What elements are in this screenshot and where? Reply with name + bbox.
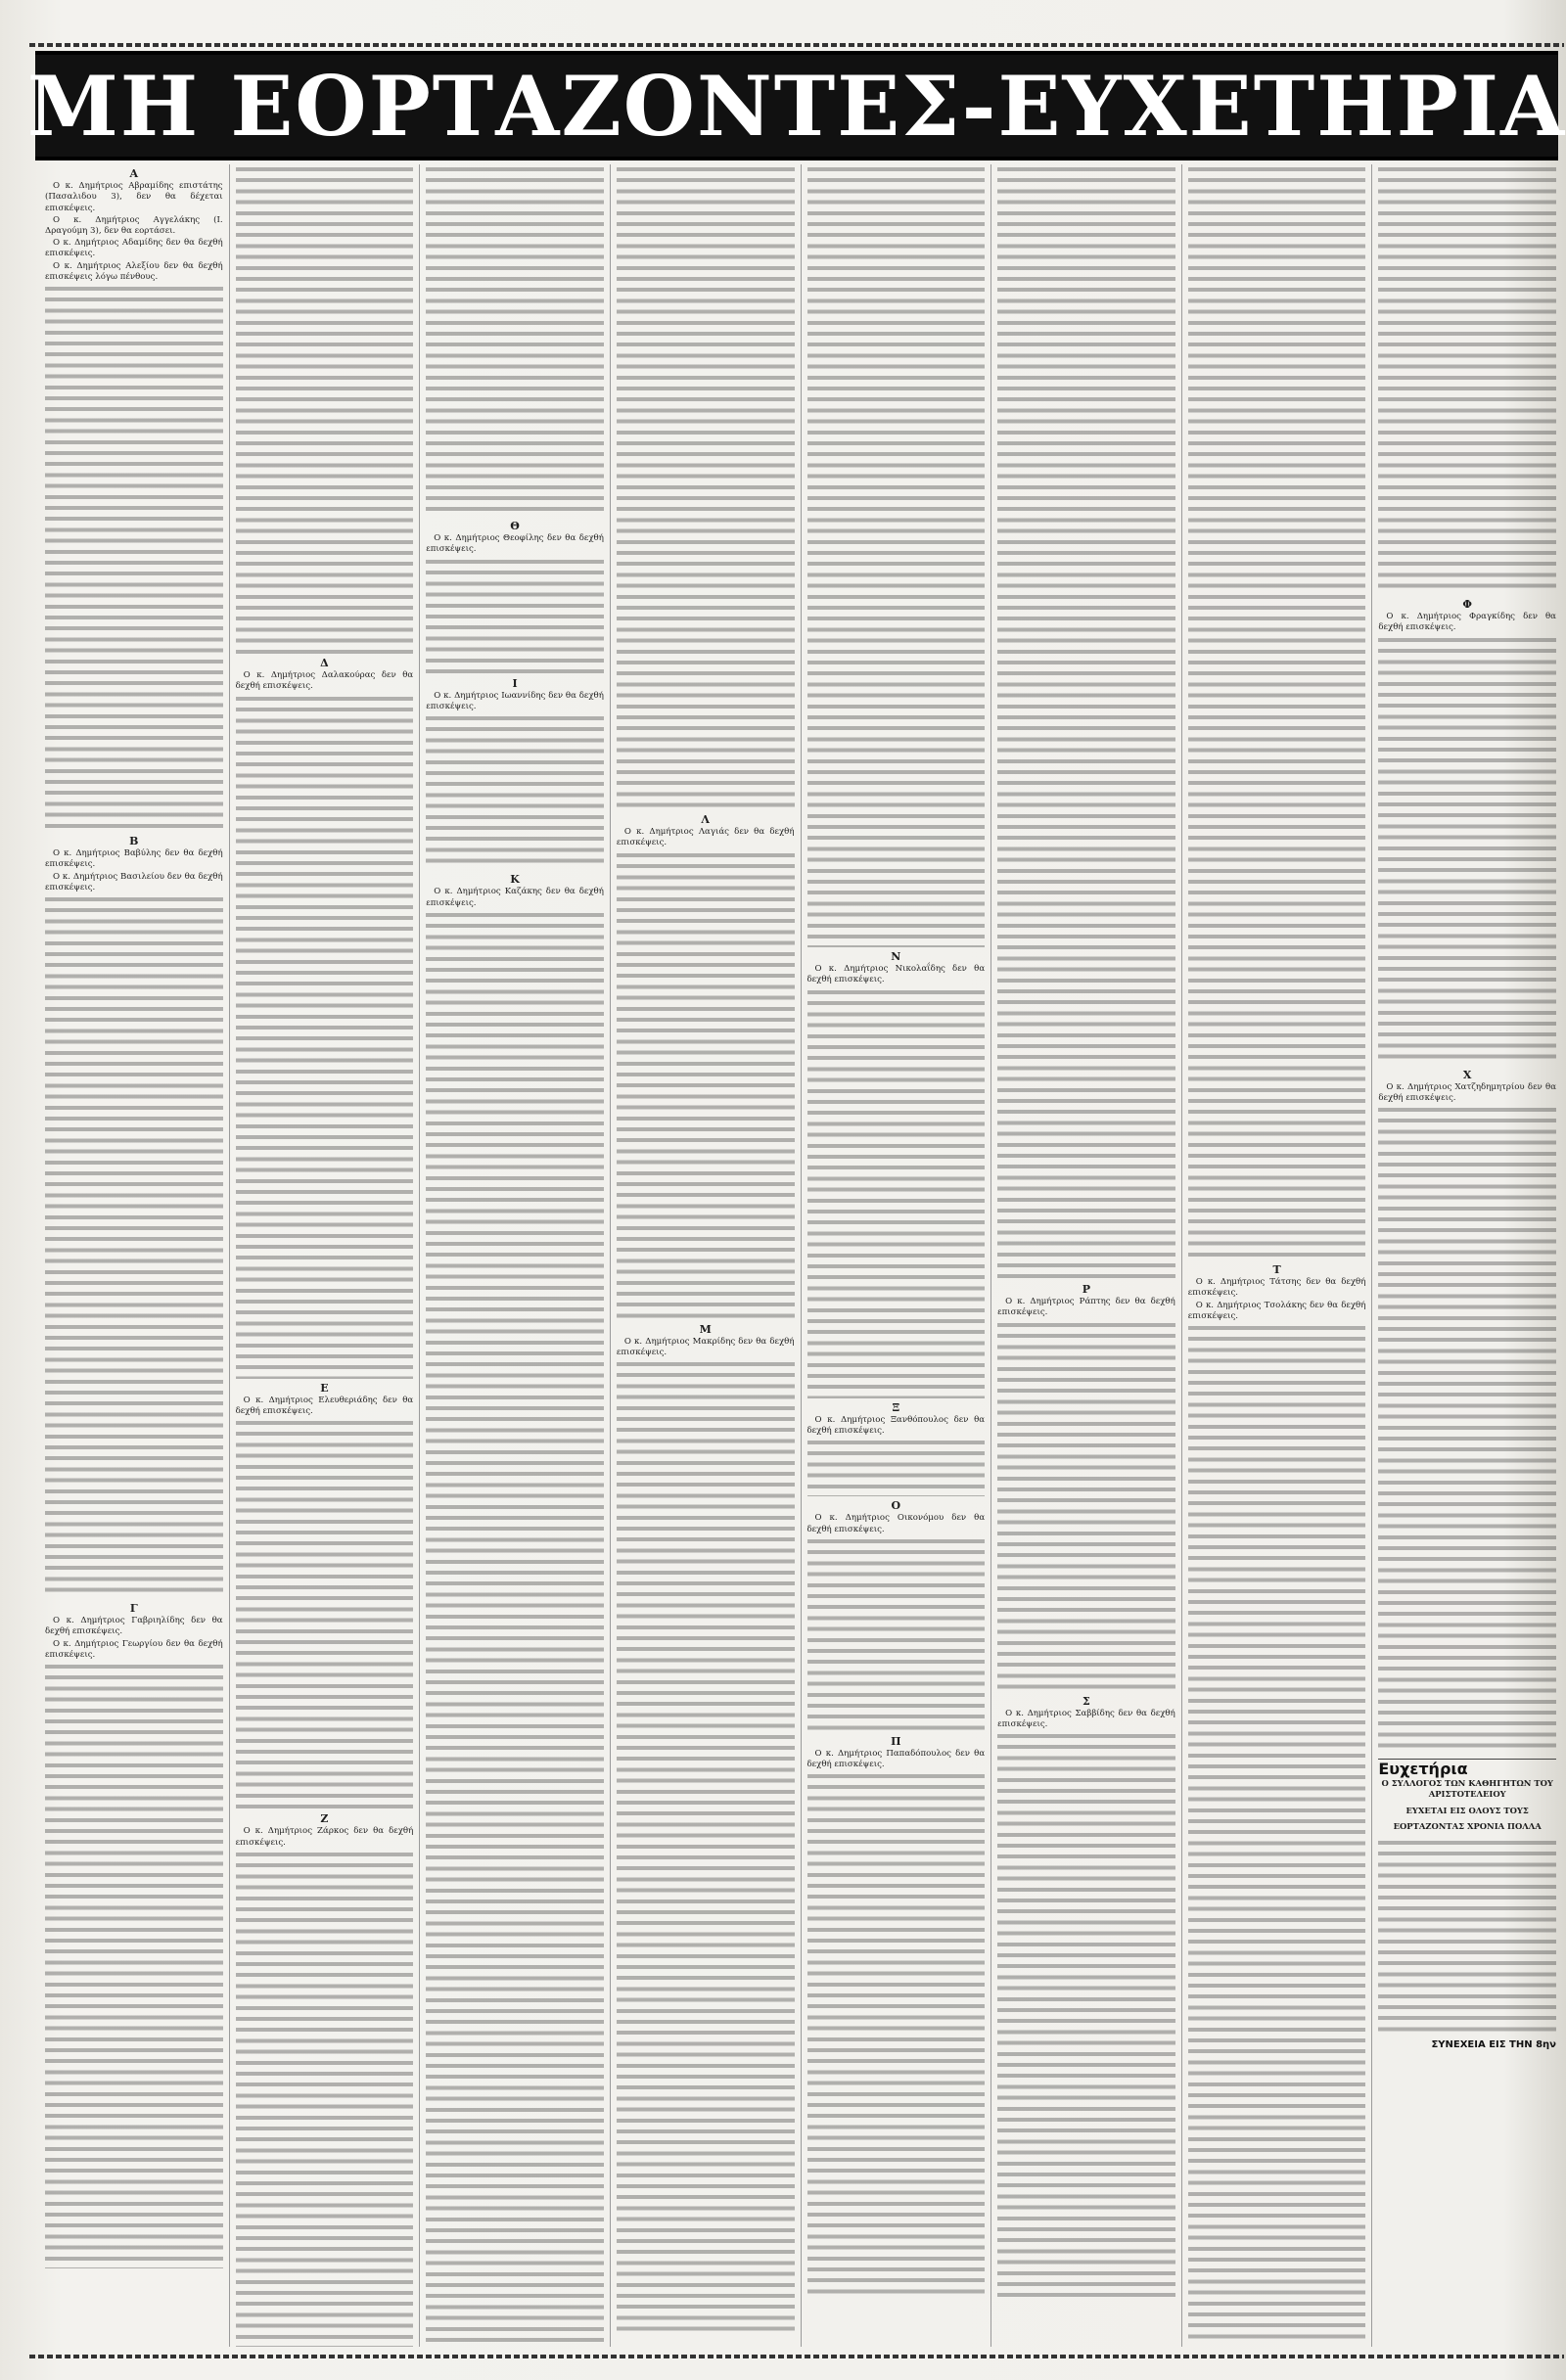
text-block [807,987,986,1398]
section-letter: Ρ [1082,1283,1091,1296]
section-letter: Σ [1082,1694,1090,1708]
text-block [1378,635,1556,1066]
entry: Ο κ. Δημήτριος Καζάκης δεν θα δεχθή επισκέψεις. [426,887,604,908]
section-letter: Φ [1462,598,1472,611]
entry: Ο κ. Δημήτριος Ζάρκος δεν θα δεχθή επισκέψεις. [235,1826,414,1848]
entry: Ο κ. Δημήτριος Γεωργίου δεν θα δεχθή επισκέψεις. [45,1638,223,1660]
section-letter: Ι [512,676,518,690]
text-block [236,1418,414,1809]
entry: Ο κ. Δημήτριος Παπαδόπουλος δεν θα δεχθή επισκέψεις. [806,1749,986,1770]
text-block [1188,164,1366,1260]
entry: Ο κ. Δημήτριος Αλεξίου δεν θα δεχθή επισκέψεις λόγω πένθους. [45,260,223,282]
section-letter: Χ [1462,1068,1472,1081]
columns-container [39,164,1562,2347]
text-block [997,1731,1175,2299]
text-block [617,850,795,1320]
column-4 [611,164,802,2347]
text-block [236,164,414,654]
section-letter: Θ [510,520,520,532]
text-block [45,1662,223,2268]
entry: Ο κ. Δημήτριος Νικολαΐδης δεν θα δεχθή επισκέψεις. [806,964,986,985]
entry: Ο κ. Δημήτριος Βασιλείου δεν θα δεχθή επισκέψεις. [45,871,223,892]
text-block [426,557,604,674]
text-block [426,910,604,2347]
column-5 [802,164,992,2347]
side-notice-line: Ο ΣΥΛΛΟΓΟΣ ΤΩΝ ΚΑΘΗΓΗΤΩΝ ΤΟΥ ΑΡΙΣΤΟΤΕΛΕΙΟΥ [1381,1778,1553,1800]
entry: Ο κ. Δημήτριος Φραγκίδης δεν θα δεχθή επισκέψεις. [1378,612,1556,633]
side-notice-line: ΕΥΧΕΤΑΙ ΕΙΣ ΟΛΟΥΣ ΤΟΥΣ [1405,1805,1529,1815]
text-block [997,164,1175,1280]
text-block [45,284,223,832]
section-letter: Ξ [892,1400,900,1414]
entry: Ο κ. Δημήτριος Μακρίδης δεν θα δεχθή επισκέψεις. [616,1336,795,1358]
text-block [45,894,223,1599]
entry: Ο κ. Δημήτριος Σαββίδης δεν θα δεχθή επισκέψεις. [997,1708,1175,1730]
text-block [1378,1105,1556,1751]
text-block [236,694,414,1379]
text-block [1188,1323,1366,2341]
text-block [1378,164,1556,595]
entry: Ο κ. Δημήτριος Ξανθόπουλος δεν θα δεχθή επισκέψεις. [806,1414,986,1437]
column-3 [420,164,611,2347]
column-7 [1182,164,1373,2347]
entry: Ο κ. Δημήτριος Δαλακούρας δεν θα δεχθή επισκέψεις. [235,670,414,692]
text-block [617,164,795,810]
entry: Ο κ. Δημήτριος Τσολάκης δεν θα δεχθή επισκέψεις. [1187,1300,1366,1321]
entry: Ο κ. Δημήτριος Βαβύλης δεν θα δεχθή επισκέψεις. [45,848,223,870]
masthead-title: ΜΗ ΕΟΡΤΑΖΟΝΤΕΣ-ΕΥΧΕΤΗΡΙΑ [35,51,1558,160]
section-letter: Ν [891,950,901,963]
side-notice-line: ΕΟΡΤΑΖΟΝΤΑΣ ΧΡΟΝΙΑ ΠΟΛΛΑ [1393,1821,1542,1832]
entry: Ο κ. Δημήτριος Αβραμίδης επιστάτης (Πασαλιδου 3), δεν θα δέχεται επισκέψεις. [45,181,223,213]
section-letter: Τ [1272,1263,1281,1276]
bottom-rule [29,2355,1564,2358]
column-2 [230,164,421,2347]
entry: Ο κ. Δημήτριος Ελευθεριάδης δεν θα δεχθή επισκέψεις. [235,1395,414,1417]
column-6 [991,164,1182,2347]
text-block [617,1359,795,2338]
section-letter: Ο [891,1499,901,1513]
text-block [807,1438,986,1496]
text-block [807,164,986,947]
text-block [807,1771,986,2300]
text-block [426,164,604,517]
entry: Ο κ. Δημήτριος Αγγελάκης (Ι. Δραγούμη 3), δεν θα εορτάσει. [45,214,223,237]
entry: Ο κ. Δημήτριος Αδαμίδης δεν θα δεχθή επισκέψεις. [45,238,223,259]
column-1 [39,164,230,2347]
column-8 [1372,164,1562,2347]
text-block [236,1850,414,2347]
section-letter: Κ [510,873,520,887]
entry: Ο κ. Δημήτριος Χατζηδημητρίου δεν θα δεχθή επισκέψεις. [1378,1081,1556,1104]
section-letter: Π [891,1734,901,1748]
entry: Ο κ. Δημήτριος Θεοφίλης δεν θα δεχθή επισκέψεις. [426,533,604,555]
side-section-title: Ευχετήρια [1378,1759,1556,1774]
text-block [1378,1838,1556,2034]
entry: Ο κ. Δημήτριος Ράπτης δεν θα δεχθή επισκέψεις. [997,1297,1175,1318]
text-block [426,713,604,870]
section-letter: Β [129,835,139,848]
text-block [807,1536,986,1732]
section-letter: Δ [320,657,329,669]
entry: Ο κ. Δημήτριος Γαβριηλίδης δεν θα δεχθή επισκέψεις. [45,1616,223,1637]
entry: Ο κ. Δημήτριος Τάτσης δεν θα δεχθή επισκέψεις. [1187,1277,1366,1299]
section-letter: Γ [129,1602,138,1616]
section-letter: Ζ [320,1812,329,1826]
entry: Ο κ. Δημήτριος Λαγιάς δεν θα δεχθή επισκέψεις. [616,827,795,848]
entry: Ο κ. Δημήτριος Οικονόμου δεν θα δεχθή επισκέψεις. [806,1513,986,1534]
text-block [997,1320,1175,1692]
section-letter: Α [129,167,139,180]
section-letter: Λ [701,813,710,826]
top-rule [29,43,1564,47]
entry: Ο κ. Δημήτριος Ιωαννίδης δεν θα δεχθή επισκέψεις. [426,690,604,712]
continuation-note: ΣΥΝΕΧΕΙΑ ΕΙΣ ΤΗΝ 8ην [1431,2038,1556,2050]
section-letter: Ε [320,1381,329,1395]
section-letter: Μ [699,1322,712,1336]
